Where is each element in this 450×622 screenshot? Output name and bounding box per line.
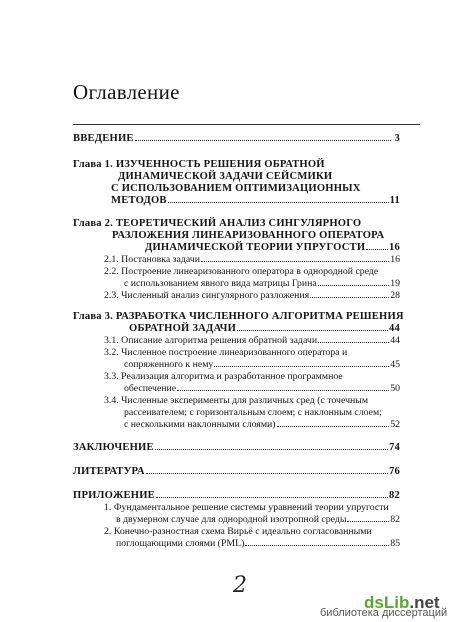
watermark-logo-main: dsLib <box>364 593 410 612</box>
toc-sec-page: 45 <box>390 359 400 370</box>
toc-sec-page: 82 <box>390 514 400 525</box>
toc-sec-2-1[interactable] <box>104 254 400 266</box>
toc-entry-conclusion[interactable] <box>73 442 400 454</box>
toc-sec-3-3-line1[interactable] <box>104 371 343 383</box>
toc-ch1-title-2: ДИНАМИЧЕСКОЙ ЗАДАЧИ СЕЙСМИКИ <box>118 171 333 182</box>
toc-sec-num: 3.3. <box>104 371 119 382</box>
toc-sec-3-4-line3[interactable] <box>124 419 400 431</box>
dot-leader <box>156 497 388 498</box>
toc-sec-3-3-line2[interactable] <box>124 383 400 395</box>
dot-leader <box>277 426 390 427</box>
dot-leader <box>318 285 390 286</box>
toc-ch2-page: 16 <box>389 242 400 253</box>
toc-appendix-label: ПРИЛОЖЕНИЕ <box>73 490 155 501</box>
toc-app-2-line2[interactable] <box>116 538 400 550</box>
toc-sec-page: 52 <box>390 419 400 430</box>
toc-sec-title: Численный анализ сингулярного разложения <box>121 290 310 301</box>
toc-sec-3-2-line2[interactable] <box>124 359 400 371</box>
toc-ch1-line1[interactable] <box>73 159 325 171</box>
toc-ch3-prefix: Глава 3. <box>73 311 113 322</box>
toc-sec-title-2: обеспечение <box>124 383 177 394</box>
toc-appendix-page: 82 <box>389 490 400 501</box>
toc-sec-title-3: с несколькими наклонными слоями) <box>124 419 276 430</box>
toc-sec-num: 2. <box>104 526 112 537</box>
toc-sec-num: 3.4. <box>104 395 119 406</box>
toc-sec-title-1: Численное построение линеаризованного оператора и <box>121 347 348 358</box>
toc-app-1-line2[interactable] <box>116 514 400 526</box>
toc-ch1-title-1: ИЗУЧЕННОСТЬ РЕШЕНИЯ ОБРАТНОЙ <box>115 159 325 170</box>
toc-sec-num: 2.3. <box>104 290 119 301</box>
toc-entry-literature[interactable] <box>73 466 400 478</box>
watermark-subtitle: библиотека диссертаций <box>320 607 448 619</box>
toc-app-1-line1[interactable] <box>104 502 389 514</box>
toc-sec-2-2-line1[interactable] <box>104 266 378 278</box>
toc-sec-page: 50 <box>390 383 400 394</box>
dot-leader <box>347 521 389 522</box>
toc-sec-page: 85 <box>390 538 400 549</box>
toc-sec-2-3[interactable] <box>104 290 400 302</box>
toc-ch1-line4[interactable] <box>111 195 400 207</box>
toc-intro-page: 3 <box>394 133 400 144</box>
toc-literature-label: ЛИТЕРАТУРА <box>73 466 145 477</box>
toc-ch1-prefix: Глава 1. <box>73 159 113 170</box>
toc-ch2-title-2: РАЗЛОЖЕНИЯ ЛИНЕАРИЗОВАННОГО ОПЕРАТОРА <box>112 230 385 241</box>
title-rule <box>73 124 420 125</box>
toc-sec-title-2: с использованием явного вида матрицы Грина <box>124 278 317 289</box>
toc-literature-page: 76 <box>389 466 400 477</box>
dot-leader <box>318 342 389 343</box>
dot-leader <box>237 330 388 331</box>
toc-sec-title-2: в двумерном случае для однородной изотропной среды <box>116 514 347 525</box>
dot-leader <box>168 202 389 203</box>
page-number: 2 <box>233 573 247 598</box>
toc-sec-page: 44 <box>390 335 400 346</box>
page-title: Оглавление <box>73 80 180 104</box>
toc-sec-title-1: Реализация алгоритма и разработанное программное <box>121 371 343 382</box>
toc-sec-num: 2.2. <box>104 266 119 277</box>
toc-ch2-prefix: Глава 2. <box>73 218 113 229</box>
toc-sec-title-1: Фундаментальное решение системы уравнений теории упругости <box>113 502 389 513</box>
toc-conclusion-page: 74 <box>389 442 400 453</box>
toc-ch3-line1[interactable] <box>73 311 404 323</box>
dot-leader <box>135 140 391 141</box>
toc-sec-3-1[interactable] <box>104 335 400 347</box>
toc-conclusion-label: ЗАКЛЮЧЕНИЕ <box>73 442 154 453</box>
toc-sec-page: 28 <box>390 290 400 301</box>
toc-ch3-title-1: РАЗРАБОТКА ЧИСЛЕННОГО АЛГОРИТМА РЕШЕНИЯ <box>115 311 404 322</box>
toc-intro-label: ВВЕДЕНИЕ <box>73 133 134 144</box>
toc-sec-num: 2.1. <box>104 254 119 265</box>
toc-sec-page: 19 <box>390 278 400 289</box>
toc-ch1-line3 <box>111 183 361 195</box>
toc-ch1-line2 <box>118 171 332 183</box>
toc-sec-2-2-line2[interactable] <box>124 278 400 290</box>
toc-sec-3-4-line2 <box>124 407 382 419</box>
toc-ch3-line2[interactable] <box>129 323 400 335</box>
toc-sec-3-4-line1[interactable] <box>104 395 368 407</box>
toc-ch2-line2 <box>112 230 384 242</box>
toc-ch2-title-1: ТЕОРЕТИЧЕСКИЙ АНАЛИЗ СИНГУЛЯРНОГО <box>115 218 362 229</box>
toc-ch1-title-3: С ИСПОЛЬЗОВАНИЕМ ОПТИМИЗАЦИОННЫХ <box>111 183 361 194</box>
toc-ch3-page: 44 <box>389 323 400 334</box>
toc-entry-intro[interactable] <box>73 133 400 145</box>
toc-ch3-title-2: ОБРАТНОЙ ЗАДАЧИ <box>129 323 237 334</box>
toc-sec-title-1: Численные эксперименты для различных сред (с точечным <box>121 395 369 406</box>
toc-entry-appendix[interactable] <box>73 490 400 502</box>
toc-ch2-line1[interactable] <box>73 218 361 230</box>
toc-sec-3-2-line1[interactable] <box>104 347 347 359</box>
dot-leader <box>366 249 388 250</box>
toc-sec-num: 3.1. <box>104 335 119 346</box>
toc-sec-title-2: рассеивателем; с горизонтальным слоем; с наклонным слоем; <box>124 407 382 418</box>
dot-leader <box>177 390 389 391</box>
toc-sec-num: 1. <box>104 502 112 513</box>
toc-sec-title: Описание алгоритма решения обратной задачи <box>121 335 318 346</box>
toc-sec-num: 3.2. <box>104 347 119 358</box>
toc-sec-page: 16 <box>390 254 400 265</box>
dot-leader <box>155 449 388 450</box>
toc-sec-title-1: Конечно-разностная схема Вирьё с идеально согласованными <box>113 526 372 537</box>
dot-leader <box>146 473 388 474</box>
toc-ch2-title-3: ДИНАМИЧЕСКОЙ ТЕОРИИ УПРУГОСТИ <box>145 242 366 253</box>
toc-ch1-page: 11 <box>389 195 400 206</box>
toc-sec-title-2: поглощающими слоями (PML) <box>116 538 245 549</box>
dot-leader <box>201 261 389 262</box>
watermark-logo-tld: .net <box>409 593 440 612</box>
dot-leader <box>245 545 389 546</box>
toc-sec-title-1: Построение линеаризованного оператора в однородной среде <box>121 266 379 277</box>
dot-leader <box>214 366 389 367</box>
toc-app-2-line1[interactable] <box>104 526 372 538</box>
toc-ch2-line3[interactable] <box>145 242 400 254</box>
toc-ch1-title-4: МЕТОДОВ <box>111 195 167 206</box>
toc-sec-title: Постановка задачи <box>121 254 200 265</box>
dot-leader <box>310 297 389 298</box>
toc-sec-title-2: сопряженного к нему <box>124 359 214 370</box>
